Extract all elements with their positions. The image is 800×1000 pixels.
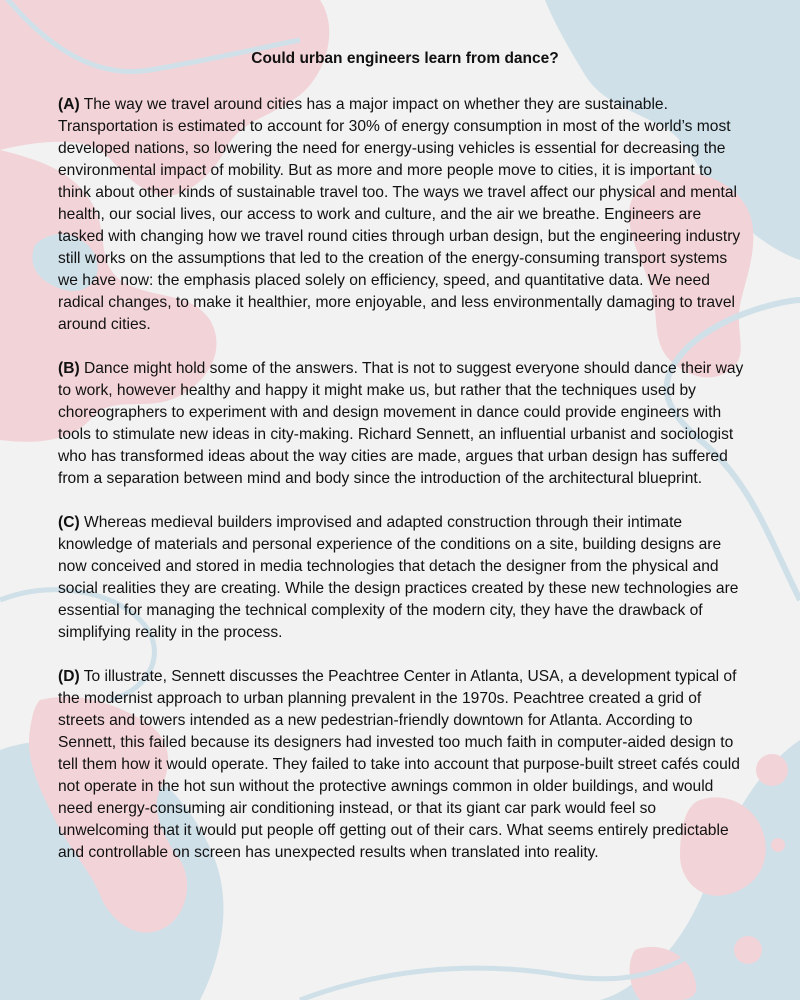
paragraph-a: [58, 94, 746, 336]
paragraph-c: [58, 512, 746, 644]
paragraph-label: (C): [58, 514, 80, 531]
paragraph-text: Dance might hold some of the answers. That is not to suggest everyone should dance their way to work, however healthy and happy it might make us, but rather that the techniques used by choreographers to experiment with and design movement in dance could provide engineers with tools to stimulate new ideas in city-making. Richard Sennett, an influential urbanist and sociologist who has transformed ideas about the way cities are made, argues that urban design has suffered from a separation between mind and body since the introduction of the architectural blueprint.: [58, 360, 744, 487]
pink-dot: [734, 936, 762, 964]
article-title: Could urban engineers learn from dance?: [251, 50, 559, 67]
pink-dot: [756, 754, 788, 786]
paragraph-text: The way we travel around cities has a major impact on whether they are sustainable. Transportation is estimated to account for 30% of energy consumption in most of the world’s most developed nations, so lowering the need for energy-using vehicles is essential for decreasing the environmental impact of mobility. But as more and more people move to cities, it is important to think about other kinds of sustainable travel too. The ways we travel affect our physical and mental health, our social lives, our access to work and culture, and the air we breathe. Engineers are tasked with changing how we travel round cities through urban design, but the engineering industry still works on the assumptions that led to the creation of the energy-consuming transport systems we have now: the emphasis placed solely on efficiency, speed, and quantitative data. We need radical changes, to make it healthier, more enjoyable, and less environmentally damaging to travel around cities.: [58, 96, 741, 333]
pink-dot: [771, 838, 785, 852]
paragraph-text: To illustrate, Sennett discusses the Peachtree Center in Atlanta, USA, a development typical of the modernist approach to urban planning prevalent in the 1970s. Peachtree created a grid of streets and towers intended as a new pedestrian-friendly downtown for Atlanta. According to Sennett, this failed because its designers had invested too much faith in computer-aided design to tell them how it would operate. They failed to take into account that purpose-built street cafés could not operate in the hot sun without the protective awnings common in older buildings, and would need energy-consuming air conditioning instead, or that its giant car park would feel so unwelcoming that it would put people off getting out of their cars. What seems entirely predictable and controllable on screen has unexpected results when translated into reality.: [58, 668, 740, 861]
paragraph-label: (B): [58, 360, 80, 377]
paragraph-text: Whereas medieval builders improvised and adapted construction through their intimate knowledge of materials and personal experience of the conditions on a site, building designs are now conceived and stored in media technologies that detach the designer from the physical and social realities they are creating. While the design practices created by these new technologies are essential for managing the technical complexity of the modern city, they have the drawback of simplifying reality in the process.: [58, 514, 739, 641]
paragraph-label: (D): [58, 668, 80, 685]
article: [58, 48, 746, 886]
paragraph-d: [58, 666, 746, 864]
paragraph-label: (A): [58, 96, 80, 113]
paragraph-b: [58, 358, 746, 490]
